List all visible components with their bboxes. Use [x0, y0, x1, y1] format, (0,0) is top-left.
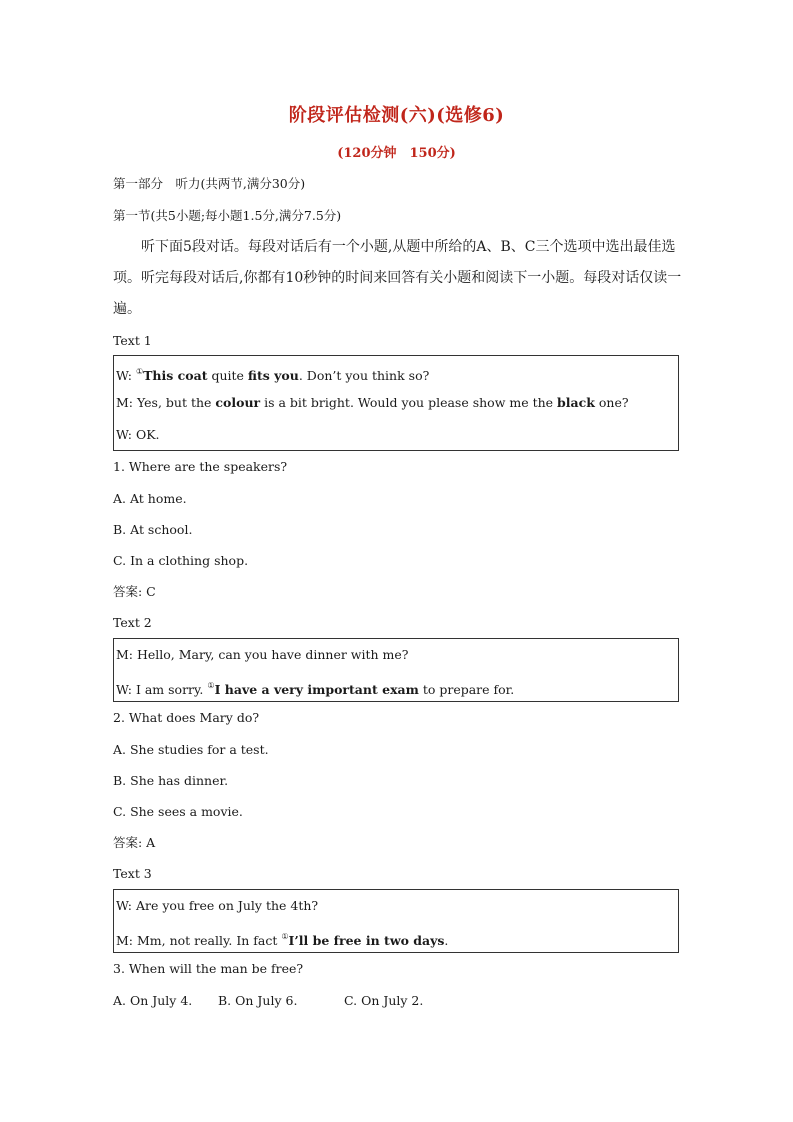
key-phrase: colour — [215, 395, 261, 410]
option-2b: B. She has dinner. — [113, 773, 229, 788]
instructions-paragraph — [113, 232, 685, 325]
dialogue-text: W: I am sorry. — [116, 682, 208, 697]
key-phrase: This coat — [143, 368, 208, 383]
dialogue-line — [116, 363, 429, 385]
dialogue-line — [116, 928, 448, 950]
option-3b: B. On July 6. — [218, 993, 298, 1008]
options-3 — [113, 992, 423, 1010]
key-phrase: fits you — [247, 368, 299, 383]
dialogue-text: M: Yes, but the — [116, 395, 216, 410]
dialogue-text: one? — [594, 395, 629, 410]
circled-number-marker: ① — [207, 681, 215, 690]
option-3c: C. On July 2. — [344, 993, 424, 1008]
option-1c: C. In a clothing shop. — [113, 553, 249, 568]
key-phrase: I have a very important exam — [214, 682, 419, 697]
question-1: 1. Where are the speakers? — [113, 459, 288, 474]
answer-1: 答案: C — [113, 584, 156, 599]
text-2-label: Text 2 — [113, 615, 152, 630]
dialogue-text: . — [444, 933, 449, 948]
text-3-label: Text 3 — [113, 866, 152, 881]
circled-number-marker: ① — [281, 932, 289, 941]
option-2c: C. She sees a movie. — [113, 804, 243, 819]
key-phrase: black — [557, 395, 595, 410]
text-1-label: Text 1 — [113, 333, 152, 348]
page-title: 阶段评估检测(六)(选修6) — [288, 105, 505, 126]
dialogue-line — [116, 677, 514, 699]
part-title: 第一部分 听力(共两节,满分30分) — [113, 176, 306, 191]
option-1b: B. At school. — [113, 522, 193, 537]
dialogue-text: . Don’t you think so? — [298, 368, 430, 383]
dialogue-line — [116, 394, 629, 412]
dialogue-text: is a bit bright. Would you please show me the — [260, 395, 558, 410]
answer-2: 答案: A — [113, 835, 156, 850]
dialogue-line: W: Are you free on July the 4th? — [116, 898, 319, 913]
text-3-dialogue-box — [113, 889, 679, 953]
text-1-dialogue-box — [113, 355, 679, 451]
option-1a: A. At home. — [113, 491, 187, 506]
text-2-dialogue-box — [113, 638, 679, 702]
key-phrase: I’ll be free in two days — [288, 933, 445, 948]
dialogue-text: quite — [207, 368, 248, 383]
question-3: 3. When will the man be free? — [113, 961, 304, 976]
question-2: 2. What does Mary do? — [113, 710, 260, 725]
dialogue-text: to prepare for. — [418, 682, 515, 697]
option-3a: A. On July 4. — [113, 993, 193, 1008]
page-subtitle: (120分钟 150分) — [337, 146, 456, 161]
option-2a: A. She studies for a test. — [113, 742, 269, 757]
circled-number-marker: ① — [135, 367, 144, 376]
instructions-text: 听下面5段对话。每段对话后有一个小题,从题中所给的A、B、C三个选项中选出最佳选项。听完每段对话后,你都有10秒钟的时间来回答有关小题和阅读下一小题。每段对话仅读一遍。 — [113, 239, 682, 317]
section-title: 第一节(共5小题;每小题1.5分,满分7.5分) — [113, 208, 342, 223]
dialogue-text: M: Mm, not really. In fact — [116, 933, 282, 948]
dialogue-line: M: Hello, Mary, can you have dinner with me? — [116, 647, 409, 662]
dialogue-line: W: OK. — [116, 427, 160, 442]
speaker-text: W: — [116, 368, 136, 383]
